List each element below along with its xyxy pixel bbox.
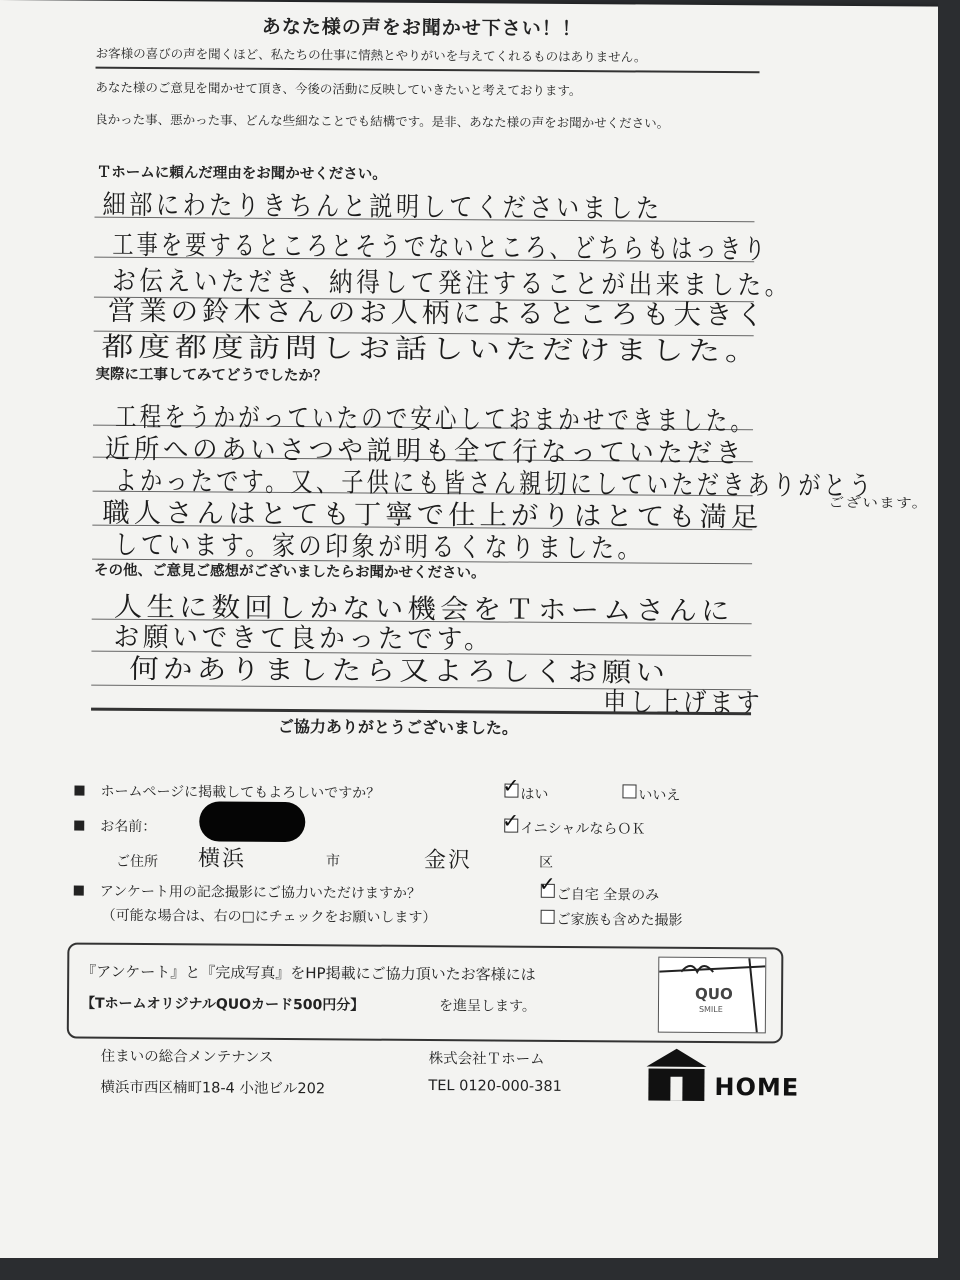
promo-bold — [81, 993, 364, 1015]
handwritten-answer: 都度都度訪問しお話しいただけました。 — [101, 331, 762, 368]
bullet-icon — [74, 886, 84, 896]
address-city-value: 横浜 — [197, 846, 247, 872]
photo-home-label: ご自宅 全景のみ — [556, 886, 660, 904]
address-ward-value: 金沢 — [423, 847, 473, 874]
publish-yes-label: はい — [520, 786, 549, 803]
footer-company: 株式会社Ｔホーム — [428, 1051, 545, 1068]
redacted-name — [199, 801, 305, 842]
initial-option-label: イニシャルならＯＫ — [520, 820, 646, 838]
question-experience: 実際に工事してみてどうでしたか？ — [95, 366, 328, 385]
photo-question: アンケート用の記念撮影にご協力いただけますか？ — [99, 883, 421, 902]
promo-rest: を進呈します。 — [438, 998, 536, 1015]
quo-sub: SMILE — [698, 1004, 723, 1015]
title-divider — [96, 67, 760, 74]
checkmark-icon: ✓ — [502, 773, 520, 798]
city-suffix: 市 — [325, 853, 341, 870]
handwritten-answer: 営業の鈴木さんのお人柄によるところも大きく — [107, 295, 768, 332]
quo-card-image — [658, 957, 767, 1034]
photo-family-checkbox[interactable] — [541, 910, 555, 924]
checkmark-icon: ✓ — [502, 808, 520, 833]
publish-no-label: いいえ — [638, 787, 681, 804]
photo-family-label: ご家族も含めた撮影 — [556, 911, 683, 929]
intro-line: 良かった事、悪かった事、どんな些細なことでも結構です。是非、あなた様の声をお聞かせください。 — [95, 111, 670, 131]
handwritten-answer: 申し上げます — [603, 687, 764, 720]
photo-note: （可能な場合は、右の□にチェックをお願いします） — [101, 907, 437, 927]
quo-logo: QUO — [695, 984, 733, 1004]
bullet-icon — [74, 786, 84, 796]
publish-question: ホームページに掲載してもよろしいですか？ — [100, 783, 381, 802]
handwritten-answer: 工程をうかがっていたので安心しておまかせできました。 — [114, 401, 756, 438]
bullet-icon — [74, 821, 84, 831]
handwritten-answer: お願いできて良かったです。 — [113, 621, 494, 656]
handwritten-answer: 人生に数回しかない機会をＴホームさんに — [113, 591, 734, 628]
handwritten-answer: 何かありましたら又よろしくお願い — [129, 653, 670, 689]
company-logo: HOME — [714, 1073, 800, 1102]
handwritten-answer: ございます。 — [828, 495, 929, 512]
checkmark-icon: ✓ — [538, 871, 556, 896]
intro-line: お客様の喜びの声を聞くほど、私たちの仕事に情熱とやりがいを与えてくれるものはありません。 — [95, 45, 647, 65]
thanks-message: ご協力ありがとうございました。 — [277, 716, 519, 738]
promo-text: 『アンケート』と『完成写真』をHP掲載にご協力頂いたお客様には — [81, 962, 536, 984]
question-reason: Ｔホームに頼んだ理由をお聞かせください。 — [96, 164, 387, 183]
handwritten-answer: 細部にわたりきちんと説明してくださいました — [102, 189, 663, 225]
house-logo-icon — [644, 1047, 708, 1103]
background — [0, 1258, 960, 1280]
footer-tagline: 住まいの総合メンテナンス — [100, 1048, 274, 1066]
background — [938, 0, 960, 1280]
promo-card-label: QUOカード500円分】 — [215, 996, 365, 1014]
footer-tel: TEL 0120-000-381 — [428, 1078, 562, 1095]
handwritten-answer: 近所へのあいさつや説明も全て行なっていただき — [104, 433, 745, 470]
handwritten-answer: お伝えいただき、納得して発注することが出来ました。 — [111, 265, 793, 302]
address-label: ご住所 — [115, 853, 159, 871]
handwritten-answer: よかったです。又、子供にも皆さん親切にしていただきありがとう — [114, 465, 875, 503]
handwritten-answer: 職人さんはとても丁寧で仕上がりはとても満足 — [102, 497, 763, 534]
promo-bold-label: 【Tホームオリジナル — [80, 995, 216, 1013]
publish-no-checkbox[interactable] — [622, 784, 636, 798]
intro-line: あなた様のご意見を聞かせて頂き、今後の活動に反映していきたいと考えております。 — [95, 79, 582, 99]
question-other: その他、ご意見ご感想がございましたらお聞かせください。 — [93, 562, 486, 582]
form-title: あなた様の声をお聞かせ下さい！！ — [261, 15, 582, 41]
name-label: お名前： — [100, 818, 157, 836]
ward-suffix: 区 — [538, 854, 554, 871]
footer-address: 横浜市西区楠町18-4 小池ビル202 — [100, 1079, 326, 1098]
handwritten-answer: しています。家の印象が明るくなりました。 — [114, 529, 645, 565]
handwritten-answer: 工事を要するところとそうでないところ、どちらもはっきり — [112, 229, 769, 266]
